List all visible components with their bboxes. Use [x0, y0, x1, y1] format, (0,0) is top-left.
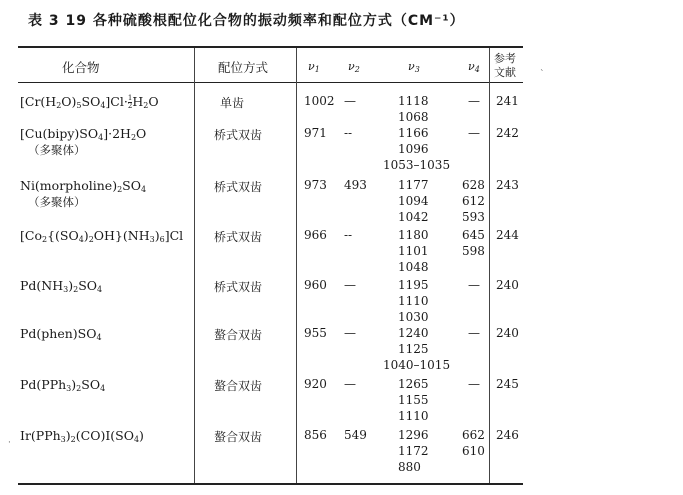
reference-number: 241: [496, 94, 519, 108]
value-v3: 1180: [398, 228, 429, 242]
value-v4: 612: [462, 194, 485, 208]
compound-name: $Pd(phen)SO_4$: [20, 326, 102, 342]
coordination-mode: 螯合双齿: [214, 379, 263, 393]
coordination-mode: 桥式双齿: [214, 128, 263, 142]
compound-name: $Ir(PPh_3)_2(CO)I(SO_4)$: [20, 428, 144, 444]
value-v2: —: [344, 278, 356, 292]
value-v4: 662: [462, 428, 485, 442]
value-v3: 1172: [398, 444, 429, 458]
value-v1: 1002: [304, 94, 335, 108]
value-v4: —: [468, 94, 480, 108]
value-v3: 1155: [398, 393, 429, 407]
value-v2: --: [344, 228, 353, 242]
bottom-rule: [18, 483, 523, 485]
value-v2: —: [344, 377, 356, 391]
compound-name: $Pd(PPh_3)_2SO_4$: [20, 377, 106, 393]
value-v3: 1166: [398, 126, 429, 140]
value-v1: 966: [304, 228, 327, 242]
header-v2: $\nu_2$: [348, 60, 360, 74]
reference-number: 242: [496, 126, 519, 140]
top-rule: [18, 46, 523, 48]
reference-number: 240: [496, 278, 519, 292]
value-v3: 1042: [398, 210, 429, 224]
value-v1: 971: [304, 126, 327, 140]
value-v1: 973: [304, 178, 327, 192]
header-compound: 化合物: [62, 60, 100, 75]
value-v2: 493: [344, 178, 367, 192]
value-v3: 1240: [398, 326, 429, 340]
header-ref-line1: 参考: [494, 52, 516, 65]
value-v3: 1265: [398, 377, 429, 391]
header-v3: $\nu_3$: [408, 60, 420, 74]
fraction-half: $\frac{1}{2}$: [127, 94, 133, 110]
reference-number: 243: [496, 178, 519, 192]
column-divider-compound: [194, 48, 195, 483]
value-v4: —: [468, 278, 480, 292]
reference-number: 244: [496, 228, 519, 242]
value-v1: 960: [304, 278, 327, 292]
value-v4: 610: [462, 444, 485, 458]
value-v3: 1068: [398, 110, 429, 124]
table-title: 表 3 19 各种硫酸根配位化合物的振动频率和配位方式（CM⁻¹）: [28, 13, 465, 29]
compound-name: $Ni(morpholine)_2SO_4$: [20, 178, 147, 194]
coordination-mode: 单齿: [220, 96, 245, 110]
coordination-mode: 螯合双齿: [214, 430, 263, 444]
coordination-mode: 桥式双齿: [214, 280, 263, 294]
value-v3: 1110: [398, 294, 429, 308]
reference-number: 246: [496, 428, 519, 442]
column-divider-mode: [296, 48, 297, 483]
value-v3: 1118: [398, 94, 429, 108]
column-divider-ref: [489, 48, 490, 483]
coordination-mode: 螯合双齿: [214, 328, 263, 342]
compound-note: （多聚体）: [28, 195, 86, 209]
reference-number: 240: [496, 326, 519, 340]
header-v1: $\nu_1$: [308, 60, 320, 74]
value-v3: 1110: [398, 409, 429, 423]
value-v3: 1195: [398, 278, 429, 292]
scan-mark: ·: [8, 438, 11, 448]
value-v4: —: [468, 326, 480, 340]
value-v4: 593: [462, 210, 485, 224]
compound-name: $[Cu(bipy)SO_4]\cdot 2H_2O$: [20, 126, 147, 142]
coordination-mode: 桥式双齿: [214, 230, 263, 244]
value-v4: 645: [462, 228, 485, 242]
value-v2: —: [344, 94, 356, 108]
value-v4: —: [468, 377, 480, 391]
value-v3: 1094: [398, 194, 429, 208]
value-v1: 856: [304, 428, 327, 442]
value-v3: 1048: [398, 260, 429, 274]
value-v3: 880: [398, 460, 421, 474]
compound-note: （多聚体）: [28, 143, 86, 157]
value-v2: —: [344, 326, 356, 340]
value-v2: --: [344, 126, 353, 140]
value-v1: 955: [304, 326, 327, 340]
header-mode: 配位方式: [218, 60, 269, 75]
value-v2: 549: [344, 428, 367, 442]
value-v4: 598: [462, 244, 485, 258]
header-v4: $\nu_4$: [468, 60, 480, 74]
coordination-mode: 桥式双齿: [214, 180, 263, 194]
scan-mark: ˋ: [540, 70, 545, 80]
value-v3: 1053–1035: [383, 158, 451, 172]
reference-number: 245: [496, 377, 519, 391]
compound-name: $[Cr(H_2O)_5SO_4]Cl\cdot$ $\frac{1}{2}$ $H_2O$: [20, 94, 159, 110]
value-v3: 1096: [398, 142, 429, 156]
header-ref-line2: 文献: [494, 66, 516, 79]
value-v3: 1030: [398, 310, 429, 324]
value-v3: 1296: [398, 428, 429, 442]
value-v3: 1125: [398, 342, 429, 356]
value-v4: —: [468, 126, 480, 140]
value-v4: 628: [462, 178, 485, 192]
value-v3: 1040–1015: [383, 358, 451, 372]
header-rule: [18, 82, 523, 83]
compound-name: $Pd(NH_3)_2SO_4$: [20, 278, 103, 294]
value-v3: 1101: [398, 244, 429, 258]
value-v1: 920: [304, 377, 327, 391]
value-v3: 1177: [398, 178, 429, 192]
compound-name: $[Co_2\{(SO_4)_2OH\}(NH_3)_6]Cl$: [20, 228, 184, 244]
